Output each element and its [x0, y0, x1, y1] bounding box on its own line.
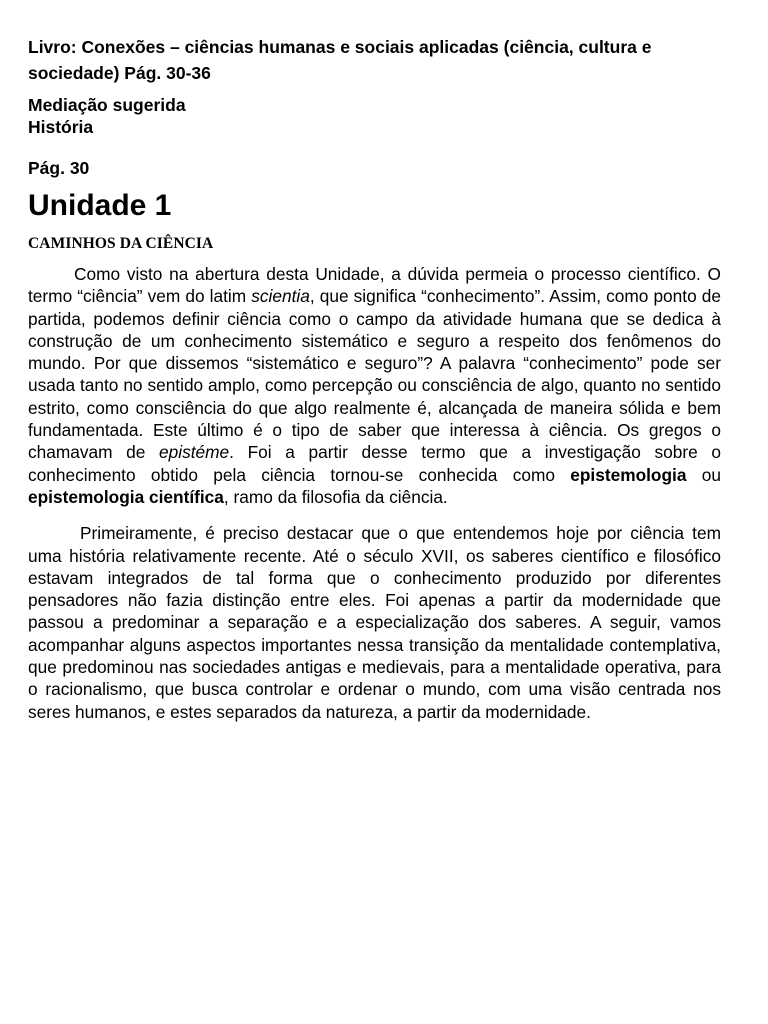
term-scientia: scientia: [251, 286, 310, 307]
book-reference: Livro: Conexões – ciências humanas e sociais aplicadas (ciência, cultura e sociedade) Pág. 30-36: [28, 37, 652, 83]
paragraph-1-part-3: . Foi a partir desse termo que a investigação sobre o conhecimento obtido pela ciência tornou-se conhecida como: [28, 442, 721, 485]
paragraph-1-part-2: , que significa “conhecimento”. Assim, como ponto de partida, podemos definir ciência como o campo da atividade humana que se dedica à construção de um conhecimento sistemático e seguro a respeito dos fenômenos do mundo. Por que dissemos “sistemático e seguro”? A palavra “conhecimento” pode ser usada tanto no sentido amplo, como percepção ou consciência de algo, quanto no sentido estrito, como consciência do que algo realmente é, alcançada de maneira sólida e bem fundamentada. Este último é o tipo de saber que interessa à ciência. Os gregos o chamavam de: [28, 286, 721, 463]
term-episteme: epistéme: [159, 442, 230, 463]
section-title: CAMINHOS DA CIÊNCIA: [28, 235, 214, 252]
paragraph-2: Primeiramente, é preciso destacar que o que entendemos hoje por ciência tem uma história relativamente recente. Até o século XVII, os saberes científico e filosófico estavam integrados de tal forma que o conhecimento produzido por diferentes pensadores não fazia distinção entre eles. Foi apenas a partir da modernidade que passou a predominar a separação e a especialização dos saberes. A seguir, vamos acompanhar alguns aspectos importantes nessa transição da mentalidade contemplativa, que predominou nas sociedades antigas e medievais, para a mentalidade operativa, para o racionalismo, que busca controlar e ordenar o mundo, com uma visão centrada nos seres humanos, e estes separados da natureza, a partir da modernidade.: [28, 523, 721, 722]
document-page: [28, 34, 721, 723]
term-epistemologia-cientifica: epistemologia científica: [28, 486, 224, 507]
paragraph-1: [28, 263, 721, 508]
term-epistemologia: epistemologia: [570, 464, 687, 485]
mediation-label: Mediação sugerida: [28, 95, 186, 115]
subject-label: História: [28, 117, 94, 137]
unit-title: Unidade 1: [28, 189, 172, 222]
mediation-block: [28, 94, 721, 138]
page-label: Pág. 30: [28, 158, 90, 178]
paragraph-1-part-5: , ramo da filosofia da ciência.: [223, 486, 448, 507]
paragraph-1-part-4: ou: [686, 464, 721, 485]
paragraph-1-part-1: Como visto na abertura desta Unidade, a dúvida permeia o processo científico. O termo “ciência” vem do latim: [28, 264, 721, 307]
